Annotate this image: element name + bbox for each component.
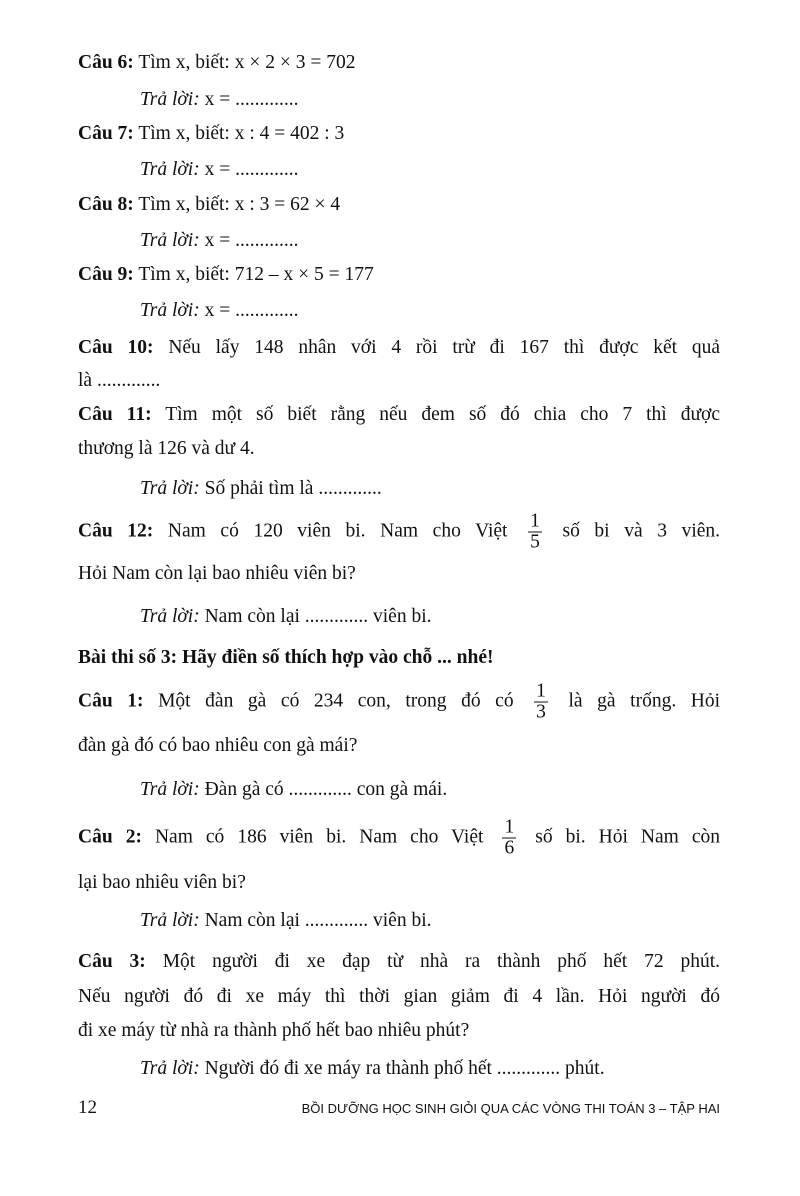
fraction-numerator: 1: [536, 680, 546, 702]
question-label: Câu 7:: [78, 123, 134, 144]
question-label: Câu 8:: [78, 194, 134, 215]
question-text: Tìm x, biết: x × 2 × 3 = 702: [133, 52, 356, 73]
fraction-numerator: 1: [504, 816, 515, 838]
question-text: Một đàn gà có 234 con, trong đó có: [143, 690, 514, 712]
question-text: Một người đi xe đạp từ nhà ra thành phố hết 72 phút.: [145, 951, 721, 972]
fraction-denominator: 6: [504, 837, 515, 859]
answer-blank: x = .............: [199, 230, 299, 251]
question-text: là gà trống. Hỏi: [568, 690, 721, 712]
fraction: [534, 682, 548, 723]
question-text: Nam có 186 viên bi. Nam cho Việt: [141, 826, 484, 848]
question-label: Câu 6:: [78, 52, 134, 73]
page-number: 12: [78, 1097, 97, 1118]
answer-label: Trả lời:: [140, 779, 200, 800]
answer-blank: Nam còn lại ............. viên bi.: [199, 606, 432, 627]
answer-label: Trả lời:: [140, 606, 200, 627]
question-text-cont: Hỏi Nam còn lại bao nhiêu viên bi?: [78, 563, 356, 584]
question-text-cont: là .............: [78, 370, 161, 391]
answer-label: Trả lời:: [140, 478, 200, 499]
answer-blank: x = .............: [199, 89, 299, 110]
question-text-cont: lại bao nhiêu viên bi?: [78, 872, 246, 893]
question-label: Câu 12:: [78, 520, 154, 542]
question-label: Câu 9:: [78, 264, 134, 285]
question-text: Tìm x, biết: x : 3 = 62 × 4: [133, 194, 341, 215]
question-text-cont: thương là 126 và dư 4.: [78, 438, 255, 459]
answer-label: Trả lời:: [140, 1058, 200, 1079]
question-label: Câu 10:: [78, 337, 154, 358]
question-text-cont: Nếu người đó đi xe máy thì thời gian giảm đi 4 lần. Hỏi người đó: [78, 986, 720, 1007]
answer-label: Trả lời:: [140, 89, 200, 110]
fraction-numerator: 1: [530, 510, 540, 532]
question-label: Câu 1:: [78, 690, 144, 712]
question-text: Nam có 120 viên bi. Nam cho Việt: [153, 520, 508, 542]
answer-blank: Đàn gà có ............. con gà mái.: [199, 779, 448, 800]
answer-label: Trả lời:: [140, 159, 200, 180]
question-text: số bi. Hỏi Nam còn: [535, 826, 721, 848]
section-title: Bài thi số 3: Hãy điền số thích hợp vào chỗ ... nhé!: [78, 647, 494, 668]
question-text: Tìm x, biết: 712 – x × 5 = 177: [133, 264, 374, 285]
fraction-denominator: 3: [536, 701, 546, 723]
book-title: BỒI DƯỠNG HỌC SINH GIỎI QUA CÁC VÒNG THI TOÁN 3 – TẬP HAI: [301, 1101, 720, 1116]
question-text: Tìm một số biết rằng nếu đem số đó chia cho 7 thì được: [151, 404, 720, 425]
fraction: [502, 818, 516, 859]
answer-label: Trả lời:: [140, 910, 200, 931]
question-text: số bi và 3 viên.: [562, 520, 721, 542]
answer-blank: Số phải tìm là .............: [199, 478, 382, 499]
question-label: Câu 11:: [78, 404, 152, 425]
question-text-cont: đi xe máy từ nhà ra thành phố hết bao nhiêu phút?: [78, 1020, 470, 1041]
question-text: Nếu lấy 148 nhân với 4 rồi trừ đi 167 thì được kết quả: [153, 337, 721, 358]
answer-blank: Nam còn lại ............. viên bi.: [199, 910, 432, 931]
fraction: [528, 512, 542, 553]
answer-label: Trả lời:: [140, 230, 200, 251]
fraction-denominator: 5: [530, 531, 540, 553]
answer-blank: x = .............: [199, 159, 299, 180]
question-text: Tìm x, biết: x : 4 = 402 : 3: [133, 123, 345, 144]
question-label: Câu 3:: [78, 951, 146, 972]
answer-blank: x = .............: [199, 300, 299, 321]
question-text-cont: đàn gà đó có bao nhiêu con gà mái?: [78, 735, 358, 756]
answer-blank: Người đó đi xe máy ra thành phố hết ............. phút.: [199, 1058, 605, 1079]
answer-label: Trả lời:: [140, 300, 200, 321]
question-label: Câu 2:: [78, 826, 142, 848]
